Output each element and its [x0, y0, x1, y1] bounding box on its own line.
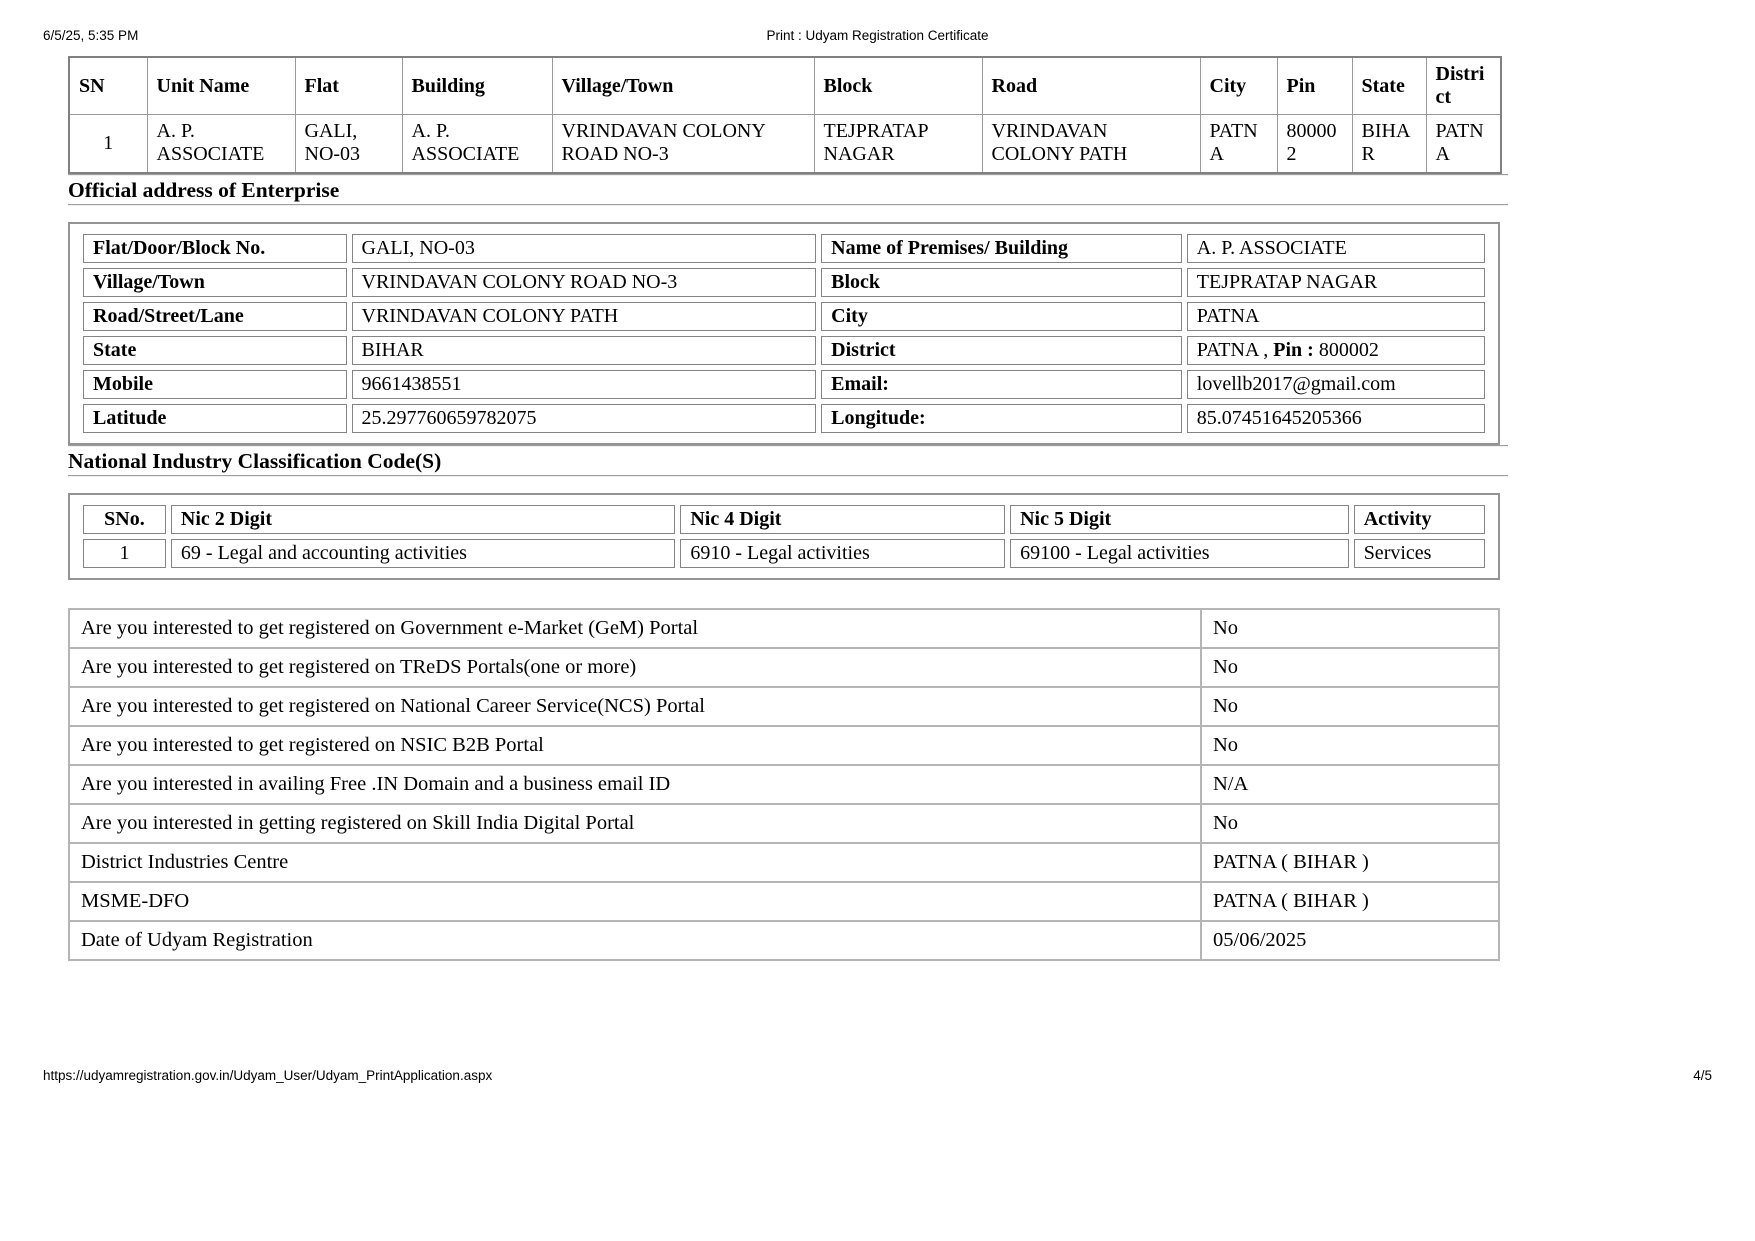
question-text: MSME-DFO [69, 882, 1201, 921]
unit-column-header: Pin [1277, 57, 1352, 115]
unit-table-cell: PATNA [1200, 115, 1277, 173]
certificate-content [68, 56, 1508, 961]
address-label: Name of Premises/ Building [821, 234, 1182, 263]
answer-text: No [1201, 804, 1499, 843]
address-value: BIHAR [352, 336, 817, 365]
unit-table-row [69, 115, 1501, 173]
address-label: Road/Street/Lane [83, 302, 347, 331]
address-label: State [83, 336, 347, 365]
official-address-table [78, 229, 1490, 438]
address-value: 9661438551 [352, 370, 817, 399]
print-datetime: 6/5/25, 5:35 PM [43, 28, 139, 43]
address-value [1187, 336, 1485, 365]
value-segment: PATNA , [1196, 338, 1274, 361]
answer-text: N/A [1201, 765, 1499, 804]
address-value: VRINDAVAN COLONY PATH [352, 302, 817, 331]
unit-column-header: Road [982, 57, 1200, 115]
question-text: Are you interested to get registered on National Career Service(NCS) Portal [69, 687, 1201, 726]
address-value: 85.07451645205366 [1187, 404, 1485, 433]
address-value: VRINDAVAN COLONY ROAD NO-3 [352, 268, 817, 297]
unit-column-header: Block [814, 57, 982, 115]
address-label: City [821, 302, 1182, 331]
answer-text: 05/06/2025 [1201, 921, 1499, 960]
unit-column-header: Flat [295, 57, 402, 115]
nic-cell: Services [1354, 539, 1485, 568]
question-row [69, 648, 1499, 687]
nic-box [68, 493, 1500, 580]
unit-column-header: City [1200, 57, 1277, 115]
nic-table-body [83, 539, 1485, 568]
question-row [69, 765, 1499, 804]
unit-details-table [68, 56, 1502, 174]
address-value: lovellb2017@gmail.com [1187, 370, 1485, 399]
divider [68, 204, 1508, 206]
address-label: Longitude: [821, 404, 1182, 433]
divider [68, 475, 1508, 477]
question-text: Are you interested in getting registered on Skill India Digital Portal [69, 804, 1201, 843]
address-label: District [821, 336, 1182, 365]
address-value: 25.297760659782075 [352, 404, 817, 433]
unit-column-header: SN [69, 57, 147, 115]
address-label: Email: [821, 370, 1182, 399]
answer-text: PATNA ( BIHAR ) [1201, 882, 1499, 921]
answer-text: No [1201, 648, 1499, 687]
unit-table-body [69, 115, 1501, 173]
unit-table-header [69, 57, 1501, 115]
unit-table-cell: A. P. ASSOCIATE [402, 115, 552, 173]
unit-table-header-row [69, 57, 1501, 115]
nic-column-header: Activity [1354, 505, 1485, 534]
nic-heading: National Industry Classification Code(S) [68, 448, 442, 473]
nic-cell: 1 [83, 539, 166, 568]
question-text: Are you interested to get registered on NSIC B2B Portal [69, 726, 1201, 765]
unit-table-cell: GALI, NO-03 [295, 115, 402, 173]
value-segment: 800002 [1318, 338, 1379, 361]
registration-questions-body [69, 609, 1499, 960]
source-url: https://udyamregistration.gov.in/Udyam_User/Udyam_PrintApplication.aspx [43, 1068, 493, 1083]
address-row [83, 234, 1485, 263]
unit-table-cell: VRINDAVAN COLONY ROAD NO-3 [552, 115, 814, 173]
question-text: District Industries Centre [69, 843, 1201, 882]
unit-table-cell: BIHAR [1352, 115, 1426, 173]
address-row [83, 302, 1485, 331]
nic-cell: 6910 - Legal activities [680, 539, 1005, 568]
question-row [69, 726, 1499, 765]
question-text: Are you interested to get registered on Government e-Market (GeM) Portal [69, 609, 1201, 648]
unit-column-header: District [1426, 57, 1501, 115]
address-value: TEJPRATAP NAGAR [1187, 268, 1485, 297]
answer-text: PATNA ( BIHAR ) [1201, 843, 1499, 882]
nic-table-header [83, 505, 1485, 534]
answer-text: No [1201, 726, 1499, 765]
nic-column-header: Nic 2 Digit [171, 505, 675, 534]
address-row [83, 404, 1485, 433]
unit-table-cell: A. P. ASSOCIATE [147, 115, 295, 173]
official-address-table-body [83, 234, 1485, 433]
address-label: Village/Town [83, 268, 347, 297]
nic-table [78, 500, 1490, 573]
answer-text: No [1201, 687, 1499, 726]
nic-row [83, 539, 1485, 568]
nic-column-header: Nic 4 Digit [680, 505, 1005, 534]
value-bold-segment: Pin : [1273, 338, 1319, 361]
address-value: A. P. ASSOCIATE [1187, 234, 1485, 263]
question-row [69, 921, 1499, 960]
registration-questions-table [68, 608, 1500, 961]
print-footer [43, 1068, 1712, 1086]
address-label: Latitude [83, 404, 347, 433]
address-value: GALI, NO-03 [352, 234, 817, 263]
answer-text: No [1201, 609, 1499, 648]
unit-table-cell: 1 [69, 115, 147, 173]
unit-column-header: Unit Name [147, 57, 295, 115]
unit-table-cell: PATNA [1426, 115, 1501, 173]
question-row [69, 687, 1499, 726]
unit-table-cell: VRINDAVAN COLONY PATH [982, 115, 1200, 173]
address-label: Mobile [83, 370, 347, 399]
unit-table-cell: TEJPRATAP NAGAR [814, 115, 982, 173]
nic-cell: 69100 - Legal activities [1010, 539, 1349, 568]
address-label: Flat/Door/Block No. [83, 234, 347, 263]
question-row [69, 609, 1499, 648]
page-number: 4/5 [1693, 1068, 1712, 1083]
question-text: Date of Udyam Registration [69, 921, 1201, 960]
address-row [83, 268, 1485, 297]
question-text: Are you interested to get registered on TReDS Portals(one or more) [69, 648, 1201, 687]
nic-column-header: SNo. [83, 505, 166, 534]
official-address-heading: Official address of Enterprise [68, 177, 340, 202]
address-value: PATNA [1187, 302, 1485, 331]
official-address-box [68, 222, 1500, 445]
address-label: Block [821, 268, 1182, 297]
unit-column-header: Village/Town [552, 57, 814, 115]
print-header [43, 28, 1712, 46]
page-title: Print : Udyam Registration Certificate [766, 28, 989, 43]
unit-column-header: Building [402, 57, 552, 115]
address-row [83, 336, 1485, 365]
unit-column-header: State [1352, 57, 1426, 115]
nic-cell: 69 - Legal and accounting activities [171, 539, 675, 568]
nic-column-header: Nic 5 Digit [1010, 505, 1349, 534]
question-row [69, 882, 1499, 921]
unit-table-cell: 800002 [1277, 115, 1352, 173]
nic-header-row [83, 505, 1485, 534]
question-text: Are you interested in availing Free .IN Domain and a business email ID [69, 765, 1201, 804]
question-row [69, 804, 1499, 843]
address-row [83, 370, 1485, 399]
question-row [69, 843, 1499, 882]
